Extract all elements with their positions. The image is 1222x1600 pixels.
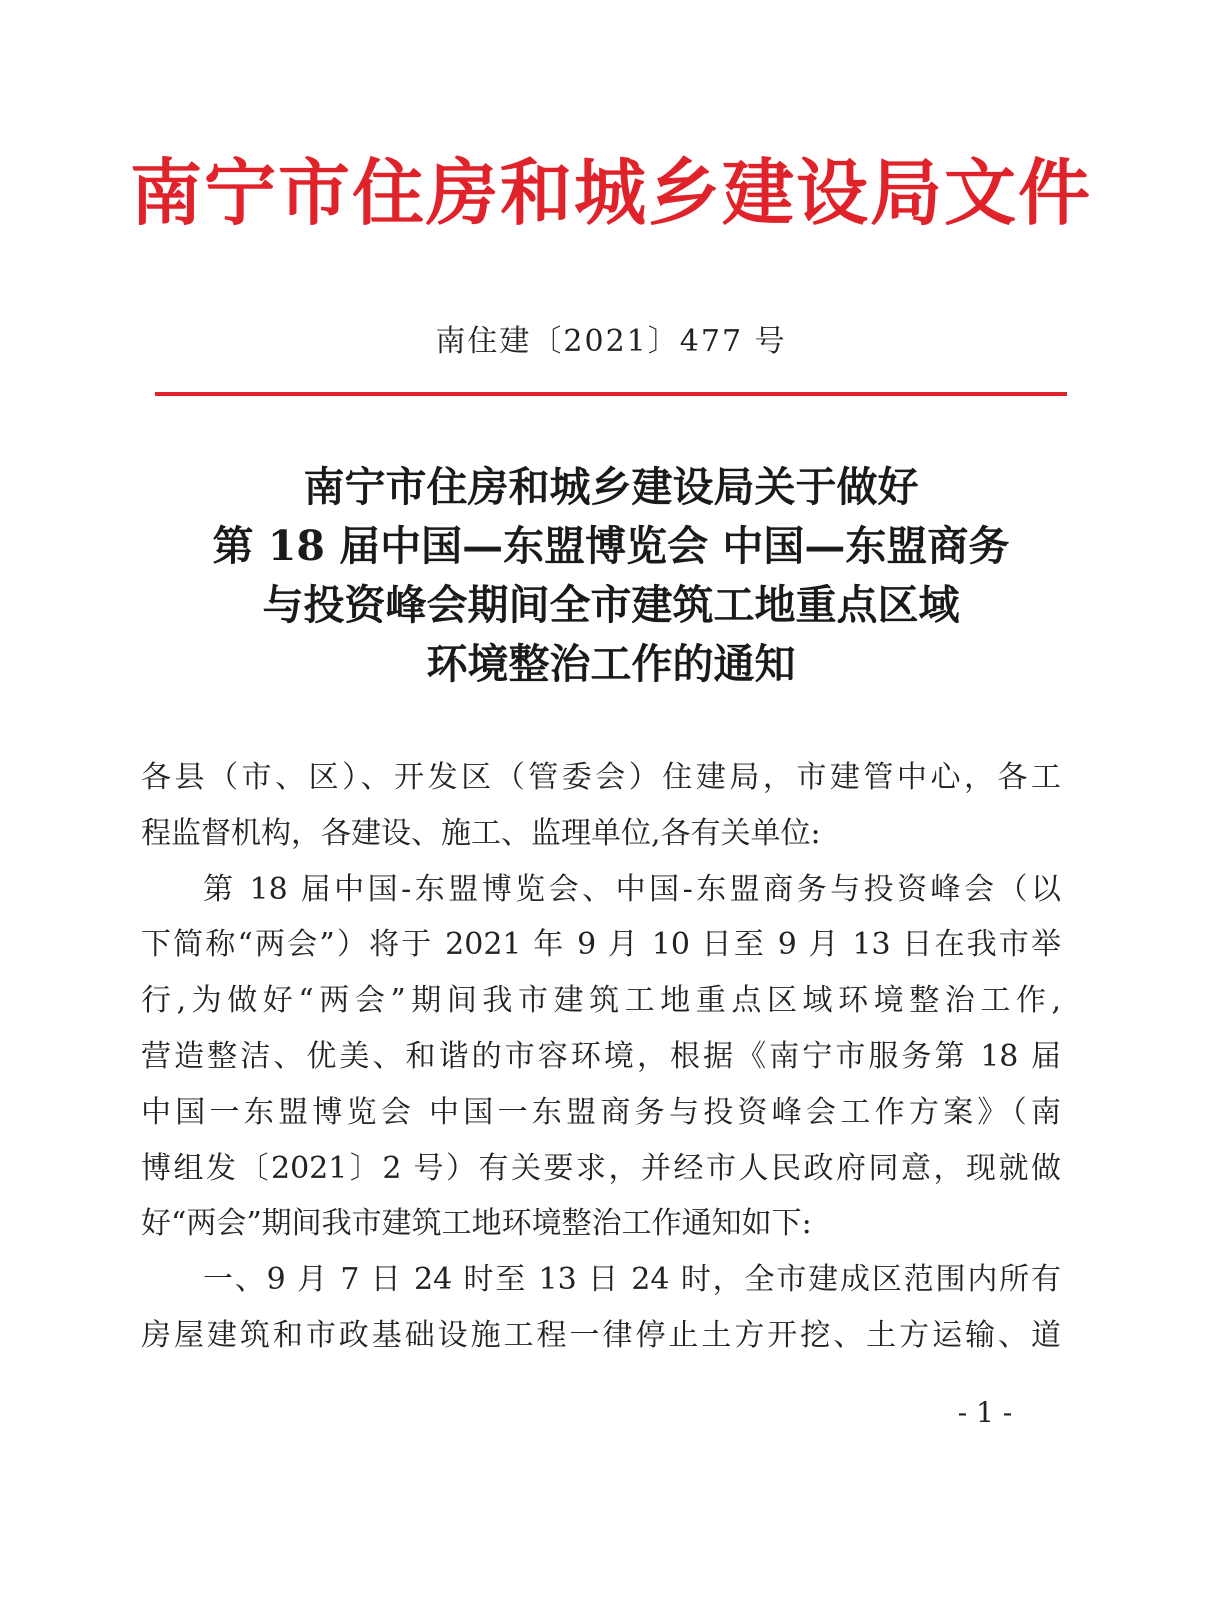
body-line: 好“两会”期间我市建筑工地环境整治工作通知如下: <box>141 1206 812 1242</box>
body-line-addressee: 程监督机构，各建设、施工、监理单位,各有关单位: <box>141 815 821 851</box>
body-line-addressee: 各县（市、区）、开发区（管委会）住建局，市建管中心，各工 <box>141 760 1061 795</box>
document-number: 南住建〔2021〕477 号 <box>435 324 787 359</box>
red-divider-line <box>155 392 1067 396</box>
document-title <box>0 458 1222 694</box>
title-line: 环境整治工作的通知 <box>426 640 796 688</box>
body-line: 下简称“两会”）将于 2021 年 9 月 10 日至 9 月 13 日在我市举 <box>141 927 1061 963</box>
body-line: 一、9 月 7 日 24 时至 13 日 24 时，全市建成区范围内所有 <box>203 1262 1061 1298</box>
body-line: 房屋建筑和市政基础设施工程一律停止土方开挖、土方运输、道 <box>141 1317 1061 1353</box>
issuer-header: 南宁市住房和城乡建设局文件 <box>129 150 1092 235</box>
body-line: 行,为做好“两会”期间我市建筑工地重点区域环境整治工作, <box>141 983 1061 1019</box>
page-number: - 1 - <box>957 1396 1013 1429</box>
title-line: 与投资峰会期间全市建筑工地重点区域 <box>262 581 960 629</box>
title-line: 南宁市住房和城乡建设局关于做好 <box>303 463 919 511</box>
title-line: 第 18 届中国—东盟博览会 中国—东盟商务 <box>212 522 1010 570</box>
body-line: 营造整洁、优美、和谐的市容环境，根据《南宁市服务第 18 届 <box>141 1038 1061 1074</box>
document-body <box>141 750 1061 1364</box>
body-line: 中国一东盟博览会 中国一东盟商务与投资峰会工作方案》（南 <box>141 1094 1061 1130</box>
body-line: 博组发〔2021〕2 号）有关要求，并经市人民政府同意，现就做 <box>141 1150 1061 1186</box>
body-line: 第 18 届中国-东盟博览会、中国-东盟商务与投资峰会（以 <box>203 871 1061 907</box>
